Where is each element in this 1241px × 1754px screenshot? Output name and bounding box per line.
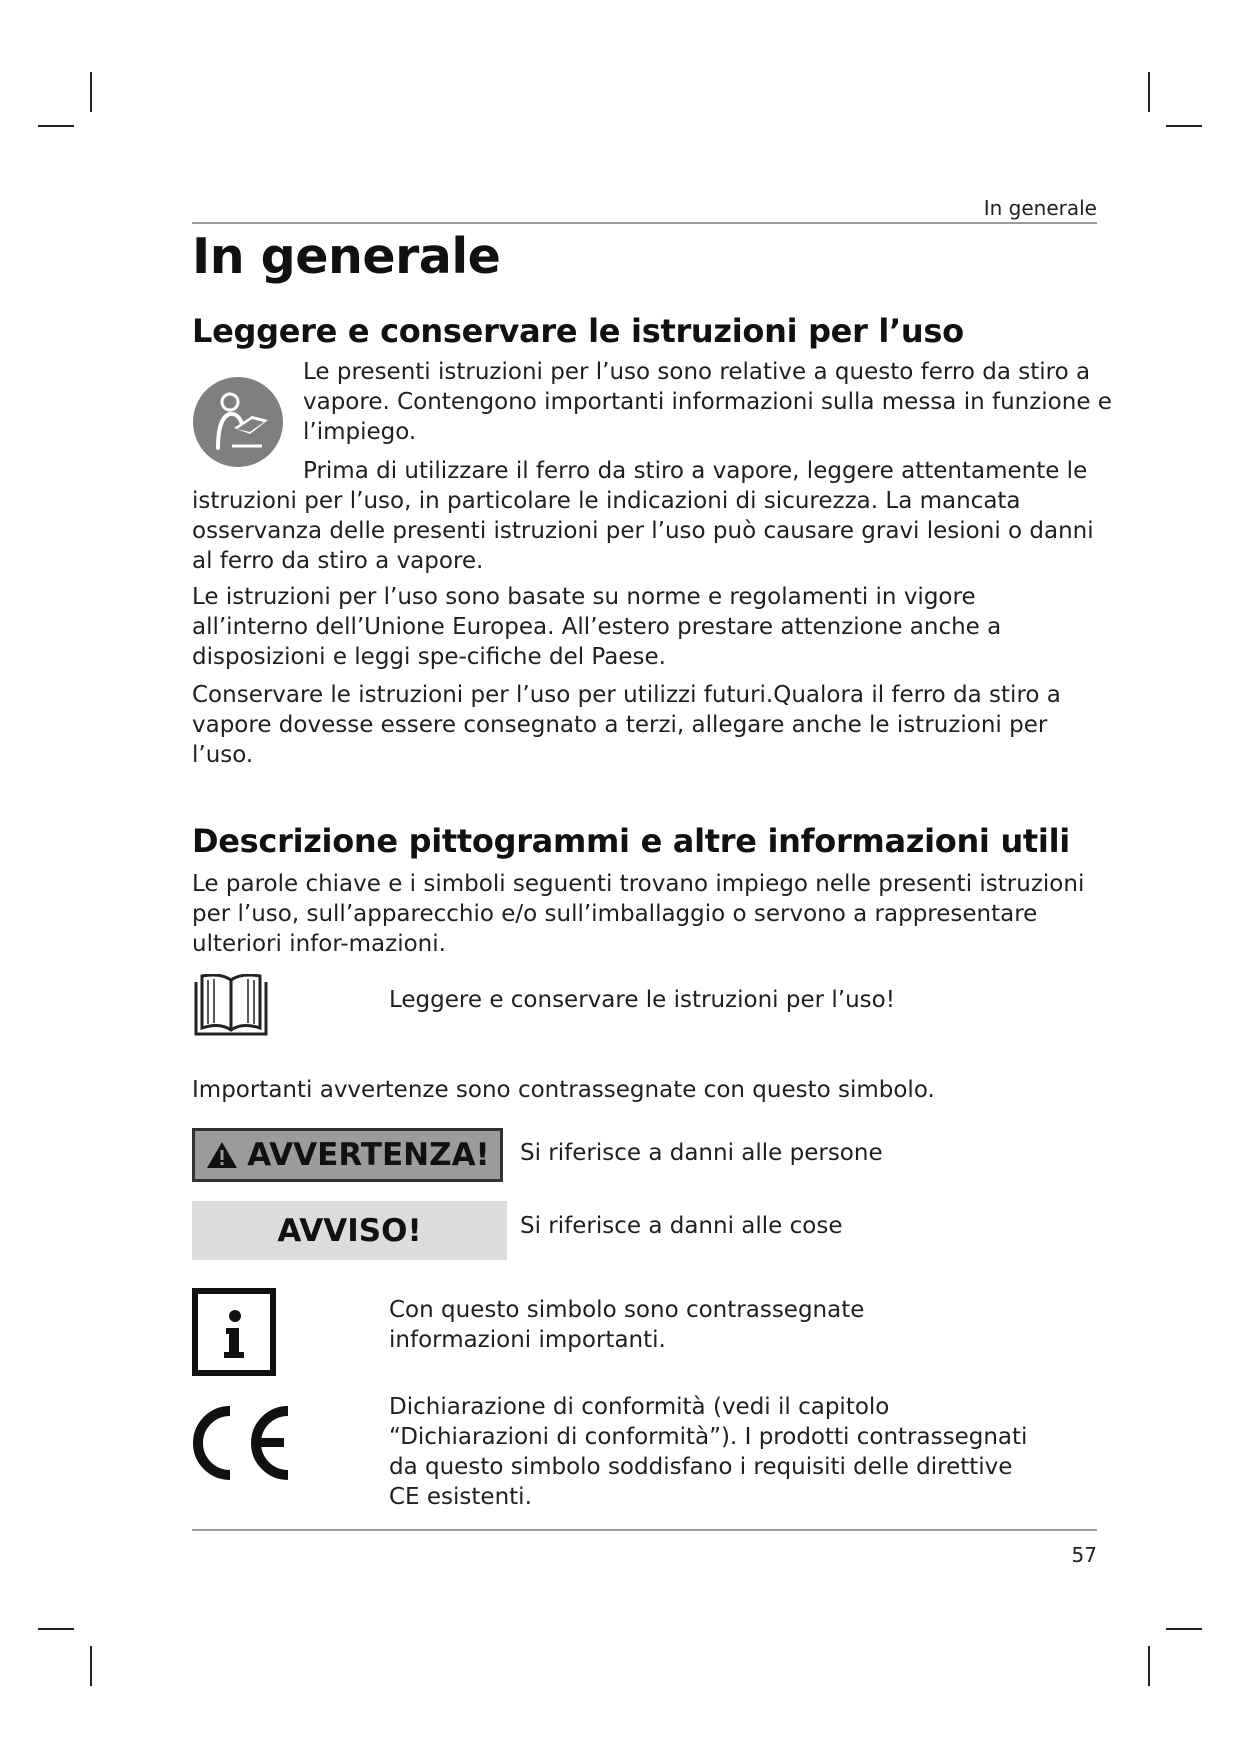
warning-label: AVVERTENZA! <box>247 1137 490 1173</box>
footer-rule <box>192 1529 1097 1531</box>
page-number: 57 <box>1071 1543 1097 1567</box>
notice-label-box <box>192 1201 507 1260</box>
paragraph-keywords-symbols: Le parole chiave e i simboli seguenti trovano impiego nelle presenti istruzioni per l’uso, sull’apparecchio e/o sull’imballaggio o servono a rappresentare ulteriori infor-mazioni. <box>192 871 1085 957</box>
section-heading-pictograms: Descrizione pittogrammi e altre informazioni utili <box>192 822 1070 860</box>
crop-mark <box>38 1628 74 1630</box>
intro-line-2: vapore. Contengono importanti informazioni sulla messa in funzione e <box>303 389 1112 415</box>
notice-description: Si riferisce a danni alle cose <box>520 1213 843 1239</box>
info-icon <box>192 1288 276 1376</box>
read-instructions-icon <box>192 376 284 468</box>
section-heading-read-instructions: Leggere e conservare le istruzioni per l’uso <box>192 312 964 350</box>
crop-mark <box>90 1646 92 1686</box>
crop-mark <box>1166 125 1202 127</box>
crop-mark <box>1148 72 1150 112</box>
running-header: In generale <box>983 196 1097 220</box>
crop-mark <box>90 72 92 112</box>
info-description: Con questo simbolo sono contrassegnate informazioni importanti. <box>389 1297 865 1353</box>
intro-line-3: l’impiego. <box>303 419 417 445</box>
paragraph-before-use-first-line: Prima di utilizzare il ferro da stiro a vapore, leggere attentamente le <box>303 458 1088 484</box>
ce-description: Dichiarazione di conformità (vedi il capitolo “Dichiarazioni di conformità”). I prodotti contrassegnati da questo simbolo soddisfano i requisiti delle direttive CE esistenti. <box>389 1394 1028 1510</box>
paragraph-keep-instructions: Conservare le istruzioni per l’uso per utilizzi futuri.Qualora il ferro da stiro a vapore dovesse essere consegnato a terzi, allegare anche le istruzioni per l’uso. <box>192 682 1061 768</box>
book-icon <box>194 974 268 1036</box>
book-icon-description: Leggere e conservare le istruzioni per l’uso! <box>389 987 895 1013</box>
warning-triangle-icon <box>205 1140 239 1170</box>
crop-mark <box>1148 1646 1150 1686</box>
warning-label-box <box>192 1128 503 1182</box>
crop-mark <box>38 125 74 127</box>
page-title: In generale <box>192 228 501 285</box>
intro-line-1: Le presenti istruzioni per l’uso sono relative a questo ferro da stiro a <box>303 359 1091 385</box>
warnings-intro: Importanti avvertenze sono contrassegnate con questo simbolo. <box>192 1077 935 1103</box>
crop-mark <box>1166 1628 1202 1630</box>
header-rule <box>192 222 1097 224</box>
warning-description: Si riferisce a danni alle persone <box>520 1140 883 1166</box>
ce-mark-icon <box>190 1405 296 1481</box>
notice-label: AVVISO! <box>277 1212 422 1249</box>
paragraph-eu-regulations: Le istruzioni per l’uso sono basate su norme e regolamenti in vigore all’interno dell’Unione Europea. All’estero prestare attenzione anche a disposizioni e leggi spe-cifiche del Paese. <box>192 584 1002 670</box>
paragraph-before-use: istruzioni per l’uso, in particolare le indicazioni di sicurezza. La mancata osservanza delle presenti istruzioni per l’uso può causare gravi lesioni o danni al ferro da stiro a vapore. <box>192 488 1094 574</box>
